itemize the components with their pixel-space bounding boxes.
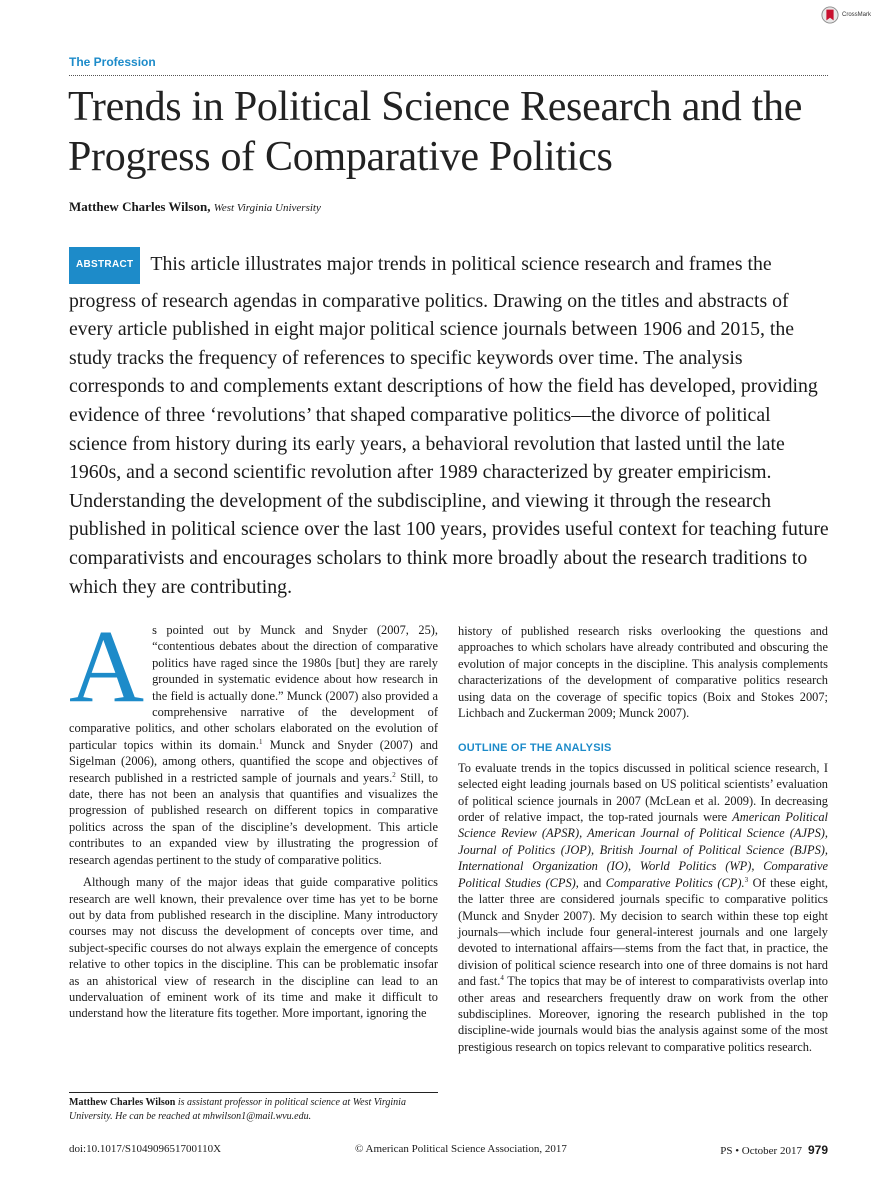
crossmark-label: CrossMark xyxy=(841,12,871,18)
paragraph-text: To evaluate trends in the topics discussed in political science research, I selected eight leading journals based on US political scientists’ evaluation of political science journals in 2007 (McLean et al. 2009). In decreasing order of relative impact, the top-rated journals were xyxy=(458,760,828,825)
issue-info: PS • October 2017 xyxy=(720,1145,802,1157)
paragraph-text: Of these eight, the latter three are considered journals specific to comparative politics (Munck and Snyder 2007). My decision to search within these top eight journals—which include four general-interest journals and one largely devoted to international affairs—stems from the fact that, in practice, the division of political science research into one of three domains is not hard and fast. xyxy=(458,875,829,989)
crossmark-badge[interactable] xyxy=(821,6,871,24)
journal-name: Comparative Politics (CP). xyxy=(605,875,745,890)
section-divider xyxy=(69,75,828,76)
section-label: The Profession xyxy=(69,55,156,69)
paragraph: history of published research risks overlooking the questions and approaches to which scholars have already contributed and obscuring the evolution of major concepts in the discipline. This analysis complements characterizations of the development of comparative politics research using data on the coverage of specific topics (Boix and Stokes 2007; Lichbach and Zuckerman 2009; Munck 2007). xyxy=(458,624,828,721)
journal-list: American Political Science Review (APSR), American Journal of Political Science (AJPS), Journal of Politics (JOP), British Journal of Political Science (BJPS), International Organization (IO), World Politics (WP), Comparative Political Studies (CPS), xyxy=(458,810,828,890)
paragraph-text: s pointed out by Munck and Snyder (2007, 25), “contentious debates about the direction of comparative politics have raged since the 1980s [but] they are rarely grounded in systematic evidence about how research in the field is actually done.” Munck (2007) also provided a comprehensive narrative of the development of comparative politics, and other scholars elaborated on the evolution of particular topics within its domain. xyxy=(69,623,438,752)
abstract-badge: ABSTRACT xyxy=(69,247,140,284)
drop-cap: A xyxy=(69,609,145,724)
footer-copyright: © American Political Science Association, 2017 xyxy=(355,1143,567,1155)
paragraph-text: Munck and Snyder (2007) and Sigelman (2006), among others, quantified the scope and objectives of research published in a restricted sample of journals and years. xyxy=(69,737,438,785)
right-column xyxy=(458,623,828,1055)
paragraph xyxy=(69,609,438,868)
footnote-marker[interactable]: 1 xyxy=(258,737,263,746)
paragraph-text: Still, to date, there has not been an analysis that quantifies and visualizes the progression of published research on different topics in comparative politics across the span of the discipline’s development. This article contributes to an expanded view by illustrating the progression of research agendas pertinent to the study of comparative politics. xyxy=(69,770,438,867)
footnote-divider xyxy=(69,1092,438,1093)
byline xyxy=(69,199,321,215)
author-note-text: is assistant professor in political science at West Virginia University. He can be reached at mhwilson1@mail.wvu.edu. xyxy=(69,1097,406,1122)
footnote-marker[interactable]: 4 xyxy=(500,974,504,982)
footnote-marker[interactable]: 2 xyxy=(392,770,396,779)
footer-issue xyxy=(720,1143,828,1157)
paragraph xyxy=(458,760,828,1055)
author-name: Matthew Charles Wilson, xyxy=(69,199,211,214)
page-number: 979 xyxy=(807,1143,828,1157)
paragraph: Although many of the major ideas that guide comparative politics research are well known, their prevalence over time has yet to be borne out by data from published research in the discipline. Many introductory courses may not discuss the development of concepts over time, and subject-specific courses do not always explain the emergence of concepts relative to other topics in the discipline. This can be problematic insofar as an ahistorical view of research in the discipline can lead to an undervaluation of eminent work of its time and make it difficult to understand how the literature fits together. More important, ignoring the xyxy=(69,875,438,1021)
abstract xyxy=(69,250,830,601)
article-title: Trends in Political Science Research and the Progress of Comparative Politics xyxy=(68,84,803,180)
author-note xyxy=(69,1096,438,1124)
left-column xyxy=(69,609,438,1022)
paragraph-text: and xyxy=(578,875,606,890)
paragraph-text: The topics that may be of interest to comparativists overlap into other areas and researchers frequently draw on work from the other subdisciplines. Moreover, ignoring the research published in the top discipline-wide journals would bias the analysis against some of the most prestigious research on topics relevant to comparative politics research. xyxy=(458,974,828,1054)
author-note-name: Matthew Charles Wilson xyxy=(69,1097,176,1108)
footer-doi[interactable]: doi:10.1017/S104909651700110X xyxy=(69,1143,222,1155)
footnote-marker[interactable]: 3 xyxy=(744,875,749,884)
author-affiliation: West Virginia University xyxy=(213,202,321,214)
section-heading: OUTLINE OF THE ANALYSIS xyxy=(458,742,612,755)
crossmark-icon xyxy=(821,6,839,24)
abstract-text: This article illustrates major trends in political science research and frames the progress of research agendas in comparative politics. Drawing on the titles and abstracts of every article published in eight major political science journals between 1906 and 2015, the study tracks the frequency of references to specific keywords over time. The analysis corresponds to and complements extant descriptions of how the field has developed, providing evidence of three ‘revolutions’ that shaped comparative politics—the divorce of political science from history during its early years, a behavioral revolution that lasted until the late 1960s, and a second scientific revolution after 1989 characterized by greater empiricism. Understanding the development of the subdiscipline, and viewing it through the research published in political science over the last 100 years, provides useful context for teaching future comparativists and encourages scholars to think more broadly about the research traditions to which they are contributing. xyxy=(69,253,829,598)
